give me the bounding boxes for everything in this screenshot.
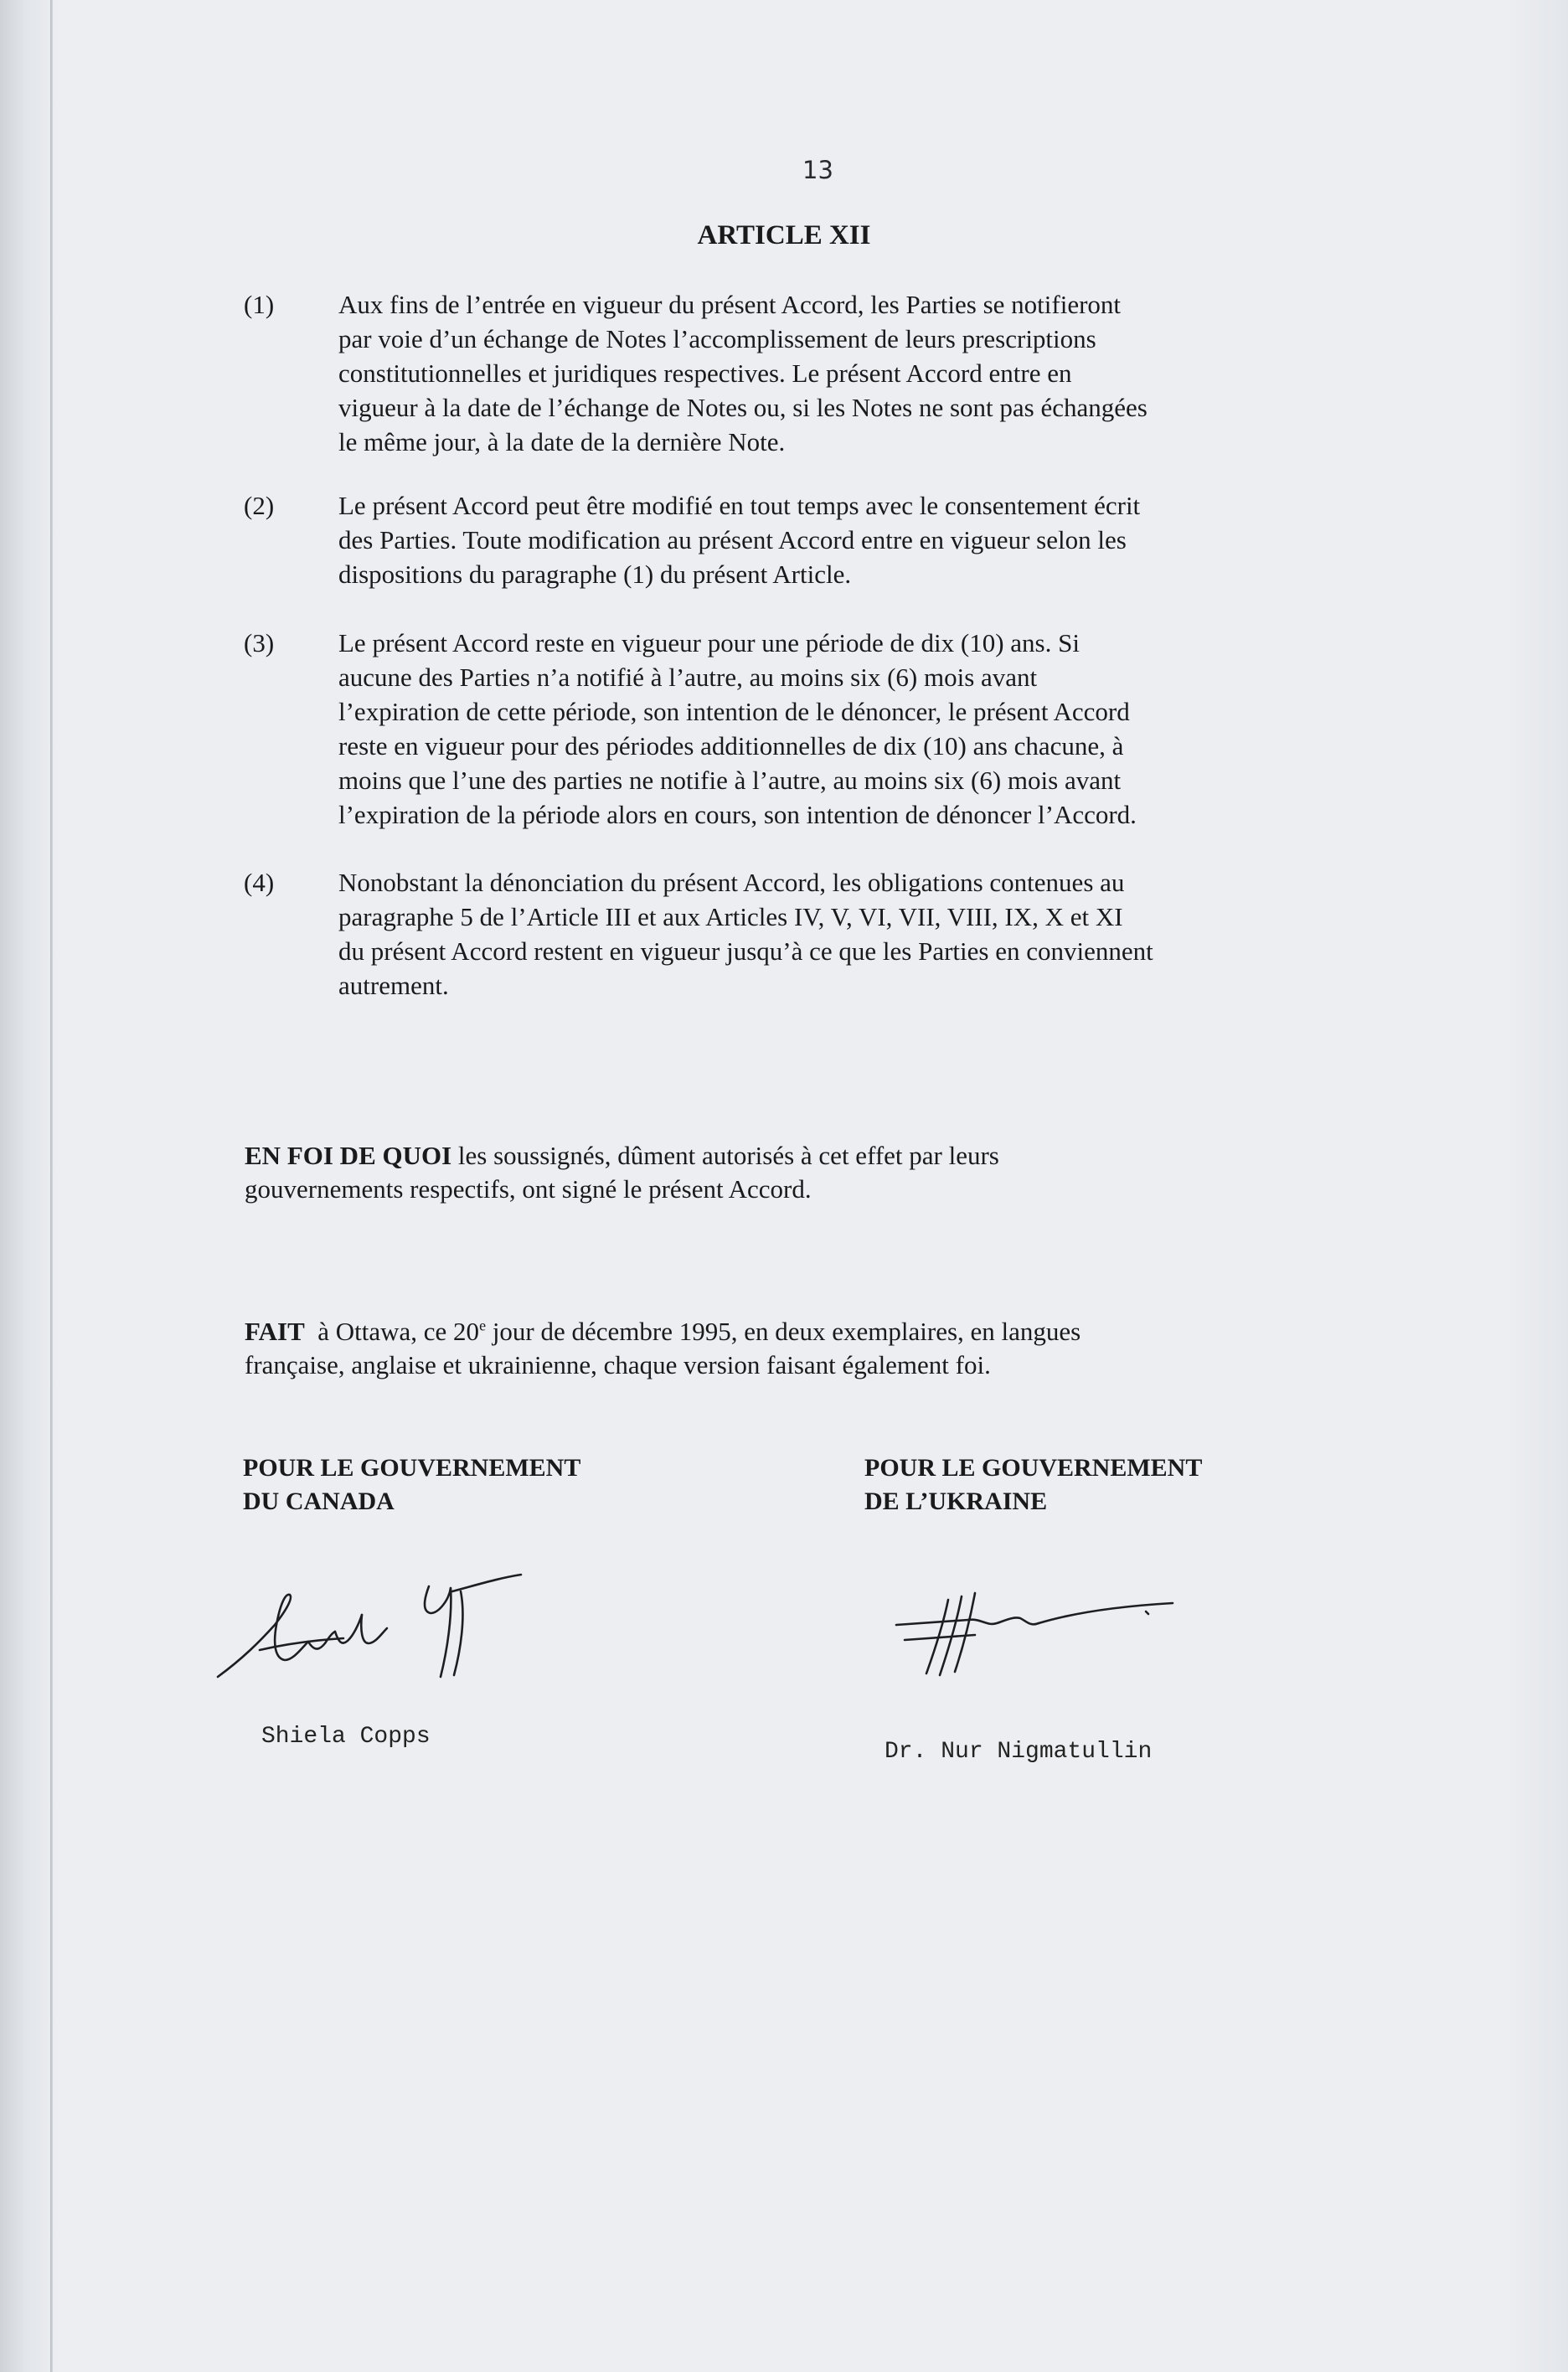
done-line [245, 1315, 1081, 1348]
paragraph-2 [244, 488, 1561, 591]
witness-line [245, 1139, 999, 1173]
paragraph-line: l’expiration de la période alors en cours, son intention de dénoncer l’Accord. [338, 800, 1137, 829]
paragraph-number: (1) [244, 290, 275, 319]
paragraph-line: dispositions du paragraphe (1) du présent Article. [338, 559, 852, 589]
paragraph-number: (3) [244, 628, 275, 657]
canada-signature [209, 1566, 595, 1692]
paragraph-line: Nonobstant la dénonciation du présent Accord, les obligations contenues au [338, 868, 1125, 897]
done-text-post: jour de décembre 1995, en deux exemplaires, en langues [486, 1317, 1081, 1346]
paragraph-number: (2) [244, 491, 275, 520]
paragraph-line: paragraphe 5 de l’Article III et aux Articles IV, V, VI, VII, VIII, IX, X et XI [338, 902, 1123, 931]
done-line: française, anglaise et ukrainienne, chaque version faisant également foi. [245, 1350, 991, 1379]
paragraph-line: constitutionnelles et juridiques respectives. Le présent Accord entre en [338, 358, 1072, 388]
done-clause [245, 1315, 1081, 1382]
paragraph-line: reste en vigueur pour des périodes additionnelles de dix (10) ans chacune, à [338, 731, 1124, 761]
heading-line: POUR LE GOUVERNEMENT [243, 1454, 581, 1482]
paragraph-line: des Parties. Toute modification au présent Accord entre en vigueur selon les [338, 525, 1127, 554]
done-lead: FAIT [245, 1317, 305, 1346]
paragraph-line: vigueur à la date de l’échange de Notes ou, si les Notes ne sont pas échangées [338, 393, 1148, 422]
paragraph-text [338, 626, 1561, 832]
paragraph-text [338, 488, 1561, 591]
paragraph-line: autrement. [338, 971, 449, 1000]
done-text-pre: à Ottawa, ce 20 [304, 1317, 480, 1346]
paragraph-text [338, 865, 1561, 1003]
paragraph-line: aucune des Parties n’a notifié à l’autre, au moins six (6) mois avant [338, 663, 1038, 692]
page-number: 13 [802, 156, 833, 184]
paragraph-3 [244, 626, 1561, 832]
paragraph-line: l’expiration de cette période, son intention de le dénoncer, le présent Accord [338, 697, 1130, 726]
paragraph-line: moins que l’une des parties ne notifie à l’autre, au moins six (6) mois avant [338, 766, 1122, 795]
day-suffix: e [479, 1317, 487, 1334]
heading-line: POUR LE GOUVERNEMENT [864, 1454, 1203, 1482]
paragraph-line: Aux fins de l’entrée en vigueur du présent Accord, les Parties se notifieront [338, 290, 1122, 319]
ukraine-signature [888, 1575, 1189, 1684]
paragraph-line: du présent Accord restent en vigueur jusqu’à ce que les Parties en conviennent [338, 936, 1153, 966]
heading-line: DE L’UKRAINE [864, 1488, 1048, 1515]
paragraph-line: le même jour, à la date de la dernière Note. [338, 427, 786, 456]
ukraine-signer-name: Dr. Nur Nigmatullin [885, 1739, 1153, 1765]
witness-line: gouvernements respectifs, ont signé le présent Accord. [245, 1174, 812, 1204]
paragraph-line: Le présent Accord peut être modifié en tout temps avec le consentement écrit [338, 491, 1141, 520]
heading-line: DU CANADA [243, 1488, 395, 1515]
paragraph-4 [244, 865, 1561, 1003]
canada-signatory-heading [243, 1452, 580, 1519]
canada-signer-name: Shiela Copps [261, 1724, 431, 1750]
witness-clause [245, 1139, 999, 1206]
article-heading: ARTICLE XII [697, 220, 871, 250]
paragraph-number: (4) [244, 868, 275, 897]
paragraph-1 [244, 287, 1561, 459]
witness-text: les soussignés, dûment autorisés à cet effet par leurs [451, 1141, 999, 1170]
paragraph-text [338, 287, 1561, 459]
paragraph-line: Le présent Accord reste en vigueur pour une période de dix (10) ans. Si [338, 628, 1080, 657]
binding-edge [50, 0, 53, 2372]
paragraph-line: par voie d’un échange de Notes l’accomplissement de leurs prescriptions [338, 324, 1096, 353]
witness-lead: EN FOI DE QUOI [245, 1141, 452, 1170]
ukraine-signatory-heading [864, 1452, 1202, 1519]
